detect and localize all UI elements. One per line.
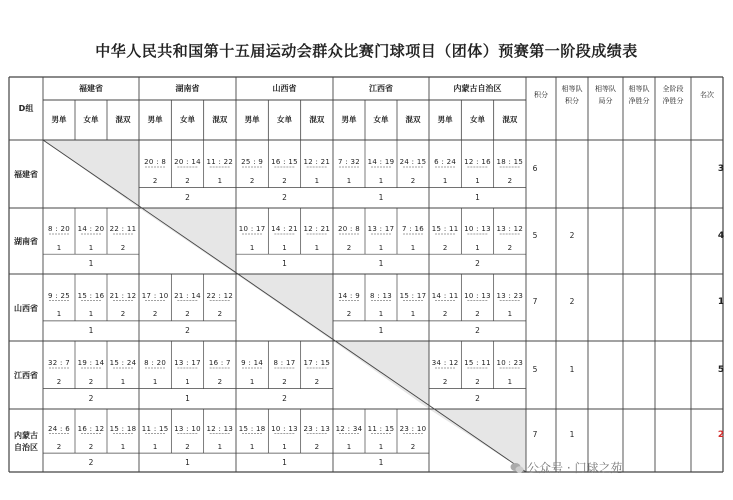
match-point: 2 (88, 442, 94, 451)
team-points: 6 (532, 163, 538, 173)
match-score: 23 : 10 (399, 424, 427, 433)
match-point: 2 (442, 377, 448, 386)
match-score: 15 : 18 (109, 424, 137, 433)
extra-header: 全阶段 (662, 84, 684, 93)
match-score: 10 : 13 (271, 424, 298, 433)
team-header: 江西省 (369, 83, 393, 93)
match-score: 21 : 12 (109, 291, 137, 300)
cell-total: 2 (88, 393, 94, 403)
match-point: 2 (314, 377, 320, 386)
match-point: 1 (152, 442, 158, 451)
match-score: 22 : 12 (206, 291, 234, 300)
equal-points: 1 (569, 430, 575, 440)
match-point: 1 (282, 243, 287, 252)
match-point: 2 (217, 310, 223, 319)
cell-total: 2 (475, 325, 480, 335)
rank: 2 (717, 430, 725, 441)
subheader-0: 男单 (244, 115, 260, 124)
match-score: 17 : 10 (141, 291, 169, 300)
match-score: 32 : 7 (48, 359, 70, 367)
cell-total: 2 (185, 325, 190, 335)
match-point: 1 (56, 243, 62, 252)
self-match-shade (333, 341, 429, 409)
match-point: 1 (346, 442, 352, 451)
extra-header: 相等队 (561, 84, 583, 93)
match-point: 2 (56, 442, 62, 451)
match-score: 34 : 12 (431, 359, 459, 367)
match-score: 7 : 32 (338, 158, 360, 166)
row-label: 自治区 (14, 442, 38, 452)
match-point: 2 (475, 310, 480, 319)
match-point: 2 (442, 310, 448, 319)
match-point: 2 (282, 377, 287, 386)
match-score: 11 : 15 (141, 424, 169, 433)
match-score: 15 : 11 (431, 225, 459, 233)
match-point: 1 (507, 377, 513, 386)
match-point: 1 (185, 377, 190, 386)
subheader-1: 女单 (373, 115, 389, 124)
cell-total: 2 (475, 259, 480, 269)
match-point: 1 (378, 176, 384, 185)
match-point: 2 (507, 176, 513, 185)
subheader-1: 女单 (276, 115, 292, 124)
subheader-2: 混双 (502, 115, 518, 124)
match-point: 2 (410, 442, 416, 451)
group-label: D组 (18, 103, 34, 113)
extra-header: 净胜分 (628, 96, 650, 105)
match-point: 1 (56, 310, 62, 319)
extra-header: 积分 (534, 90, 548, 99)
team-header: 福建省 (79, 83, 103, 93)
match-point: 2 (56, 377, 62, 386)
match-point: 1 (314, 243, 320, 252)
rank: 1 (717, 297, 725, 308)
match-score: 9 : 25 (48, 291, 70, 300)
rank: 3 (717, 163, 725, 174)
match-point: 2 (120, 243, 126, 252)
watermark (510, 459, 622, 476)
match-point: 2 (249, 176, 255, 185)
match-point: 2 (346, 243, 352, 252)
team-header: 山西省 (272, 83, 297, 93)
match-point: 1 (217, 442, 223, 451)
match-score: 12 : 16 (464, 158, 491, 166)
match-score: 8 : 17 (273, 359, 296, 367)
team-points: 5 (532, 230, 538, 240)
match-score: 16 : 12 (77, 424, 105, 433)
cell-total: 1 (185, 393, 190, 403)
match-point: 1 (314, 176, 320, 185)
match-score: 7 : 16 (402, 225, 424, 233)
subheader-1: 女单 (469, 115, 485, 124)
match-point: 1 (378, 310, 384, 319)
extra-header: 相等队 (628, 84, 650, 93)
team-points: 7 (532, 297, 538, 307)
extra-header: 名次 (700, 90, 714, 99)
match-score: 14 : 19 (367, 158, 395, 166)
subheader-1: 女单 (83, 115, 99, 124)
match-point: 2 (314, 442, 320, 451)
match-score: 14 : 20 (77, 225, 105, 233)
cell-total: 2 (282, 192, 287, 202)
match-score: 19 : 14 (77, 359, 105, 367)
match-point: 1 (88, 243, 94, 252)
match-score: 14 : 11 (431, 291, 459, 300)
match-score: 10 : 17 (238, 225, 266, 233)
match-point: 1 (249, 377, 255, 386)
match-score: 16 : 15 (271, 158, 298, 166)
team-header: 湖南省 (175, 83, 200, 93)
match-point: 1 (378, 442, 384, 451)
subheader-0: 男单 (147, 115, 163, 124)
match-score: 15 : 17 (399, 291, 427, 300)
cell-total: 1 (378, 325, 384, 335)
match-point: 1 (120, 377, 126, 386)
extra-header: 局分 (598, 96, 613, 105)
match-score: 11 : 15 (367, 424, 395, 433)
extra-header: 积分 (565, 96, 579, 105)
team-points: 7 (532, 430, 538, 440)
match-score: 13 : 23 (496, 291, 524, 300)
cell-total: 1 (378, 457, 384, 467)
match-point: 2 (152, 176, 158, 185)
cell-total: 1 (88, 259, 94, 269)
match-score: 24 : 15 (399, 158, 427, 166)
match-point: 1 (88, 310, 94, 319)
match-score: 10 : 23 (496, 359, 524, 367)
subheader-2: 混双 (309, 115, 325, 124)
diagonal-line (43, 140, 526, 472)
match-score: 17 : 15 (303, 359, 331, 367)
subheader-0: 男单 (437, 115, 453, 124)
cell-total: 1 (475, 192, 480, 202)
match-score: 16 : 7 (208, 359, 231, 367)
subheader-0: 男单 (341, 115, 357, 124)
equal-points: 2 (569, 297, 575, 307)
match-point: 1 (475, 176, 480, 185)
match-point: 2 (185, 310, 190, 319)
match-point: 2 (185, 442, 190, 451)
cell-total: 1 (378, 192, 384, 202)
cell-total: 1 (378, 259, 384, 269)
row-label: 山西省 (14, 303, 38, 313)
self-match-shade (139, 208, 236, 274)
match-score: 8 : 20 (144, 359, 167, 367)
row-label: 湖南省 (14, 237, 38, 246)
match-score: 15 : 18 (238, 424, 266, 433)
team-header: 内蒙古自治区 (453, 83, 502, 93)
match-point: 1 (249, 243, 255, 252)
match-point: 2 (120, 310, 126, 319)
match-score: 15 : 11 (464, 359, 491, 367)
match-score: 23 : 13 (303, 424, 331, 433)
match-point: 2 (410, 176, 416, 185)
match-point: 1 (410, 243, 416, 252)
match-score: 13 : 10 (174, 424, 201, 433)
match-score: 20 : 8 (144, 158, 167, 166)
page-title: 中华人民共和国第十五届运动会群众比赛门球项目（团体）预赛第一阶段成绩表 (95, 42, 638, 60)
match-score: 8 : 20 (48, 225, 70, 233)
subheader-2: 混双 (212, 115, 228, 124)
rank: 4 (717, 230, 725, 241)
cell-total: 1 (88, 325, 94, 335)
match-point: 1 (442, 176, 448, 185)
match-score: 13 : 17 (174, 359, 201, 367)
match-score: 14 : 9 (338, 291, 360, 300)
row-label: 内蒙古 (14, 430, 38, 440)
cell-total: 2 (475, 393, 480, 403)
wechat-icon (510, 462, 524, 474)
match-score: 12 : 13 (206, 424, 234, 433)
subheader-1: 女单 (179, 115, 195, 124)
watermark-text: 公众号 · 门球之苑 (527, 461, 623, 475)
match-score: 12 : 34 (335, 424, 363, 433)
match-score: 20 : 14 (174, 158, 201, 166)
match-point: 2 (346, 310, 352, 319)
cell-total: 2 (282, 393, 287, 403)
match-point: 1 (507, 310, 513, 319)
match-score: 20 : 8 (338, 225, 360, 233)
cell-total: 1 (185, 457, 190, 467)
match-score: 14 : 21 (271, 225, 298, 233)
match-score: 12 : 21 (303, 225, 331, 233)
match-point: 2 (442, 243, 448, 252)
equal-points: 2 (569, 230, 575, 240)
match-score: 21 : 14 (174, 291, 201, 300)
match-score: 6 : 24 (434, 158, 457, 166)
subheader-2: 混双 (115, 115, 131, 124)
match-point: 1 (378, 243, 384, 252)
match-point: 1 (410, 310, 416, 319)
cell-total: 2 (88, 457, 94, 467)
match-score: 10 : 13 (464, 291, 491, 300)
match-point: 1 (152, 377, 158, 386)
team-points: 5 (532, 364, 538, 374)
match-point: 2 (217, 377, 223, 386)
match-point: 2 (282, 176, 287, 185)
match-point: 2 (475, 377, 480, 386)
extra-header: 净胜分 (662, 96, 684, 105)
row-label: 江西省 (14, 371, 38, 380)
match-point: 1 (249, 442, 255, 451)
match-score: 13 : 12 (496, 225, 524, 233)
match-point: 2 (507, 243, 513, 252)
self-match-shade (236, 274, 333, 341)
match-score: 12 : 21 (303, 158, 331, 166)
match-point: 1 (346, 176, 352, 185)
match-point: 1 (120, 442, 126, 451)
match-score: 15 : 16 (77, 291, 105, 300)
match-point: 1 (282, 442, 287, 451)
cell-total: 2 (185, 192, 190, 202)
subheader-0: 男单 (51, 115, 67, 124)
match-score: 15 : 24 (109, 359, 137, 367)
match-score: 24 : 6 (48, 424, 70, 433)
match-score: 25 : 9 (241, 158, 264, 166)
match-score: 9 : 14 (241, 359, 264, 367)
match-score: 13 : 17 (367, 225, 395, 233)
match-score: 8 : 13 (370, 291, 392, 300)
cell-total: 1 (282, 259, 287, 269)
match-point: 1 (217, 176, 223, 185)
match-point: 2 (88, 377, 94, 386)
row-label: 福建省 (14, 170, 38, 179)
match-point: 1 (475, 243, 480, 252)
match-score: 18 : 15 (496, 158, 524, 166)
cell-total: 1 (282, 457, 287, 467)
match-score: 22 : 11 (109, 225, 137, 233)
match-score: 10 : 13 (464, 225, 491, 233)
extra-header: 相等队 (595, 84, 616, 93)
subheader-2: 混双 (405, 115, 421, 124)
match-score: 11 : 22 (206, 158, 234, 166)
match-point: 2 (152, 310, 158, 319)
match-point: 2 (185, 176, 190, 185)
equal-points: 1 (569, 364, 575, 374)
rank: 5 (717, 364, 725, 375)
